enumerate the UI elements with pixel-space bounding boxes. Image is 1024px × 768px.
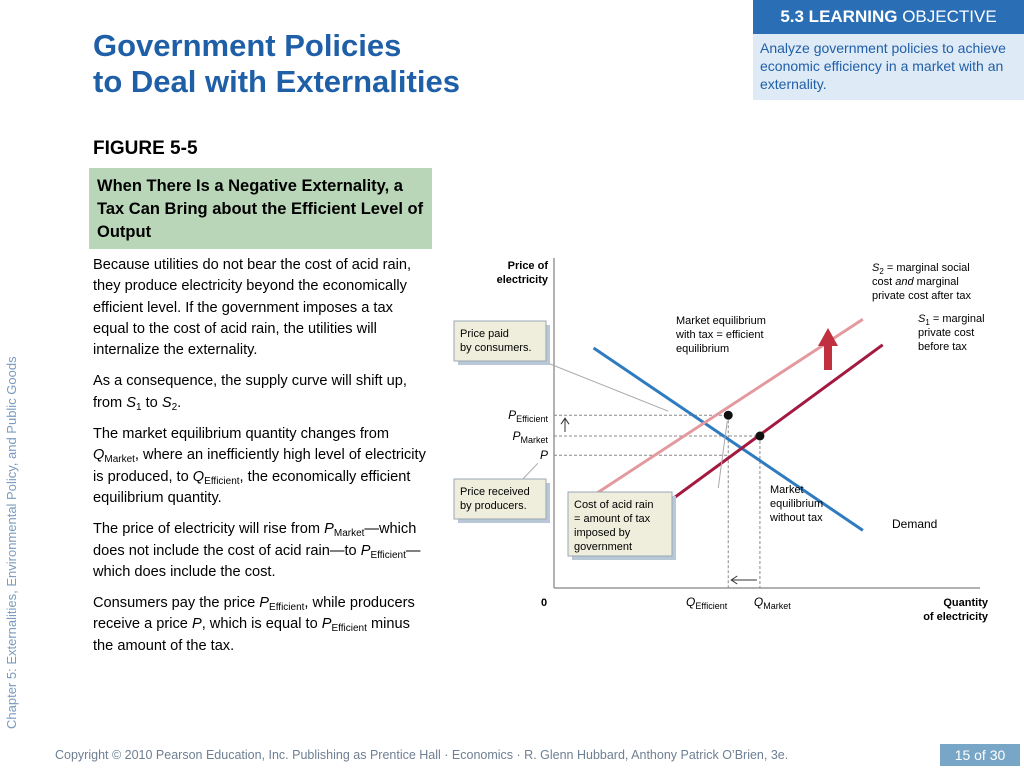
tick-q-efficient-base: Q (686, 595, 696, 609)
s1-label-part-1: S (918, 313, 926, 325)
figure-caption: When There Is a Negative Externality, a Tax Can Bring about the Efficient Level of Output (89, 168, 432, 249)
p2-a: As a consequence, the supply curve will shift up, from (93, 373, 407, 411)
shift-arrow-body (824, 344, 832, 370)
s1-label-line-3: before tax (918, 341, 967, 353)
tick-q-market-base: Q (753, 595, 764, 609)
y-axis-label-1: Price of (507, 260, 548, 272)
s2-label-line-2 (872, 276, 959, 288)
p3-b: , where an inefficiently high level of electricity is produced, to (93, 447, 426, 485)
chart-svg (440, 250, 1000, 630)
p5-b: , while producers receive a price (93, 595, 415, 633)
eq-with-tax-2: with tax = efficient (676, 329, 764, 341)
p5-a: Consumers pay the price (93, 595, 260, 612)
price-paid-box-line-2: by consumers. (460, 342, 532, 354)
s2-label-line-2-part-1: cost (872, 276, 896, 288)
tick-p-market-sub: Market (520, 435, 548, 445)
p5-c: , which is equal to (201, 616, 322, 633)
price-paid-box (454, 321, 546, 361)
s1-label-line-2: private cost (918, 327, 975, 339)
eq-without-tax-3: without tax (770, 512, 823, 524)
s2-label-part-1: S (872, 262, 880, 274)
figure-label: FIGURE 5-5 (93, 138, 198, 159)
p5-efficient-2: Efficient (331, 623, 367, 635)
tick-p-market-base: P (512, 429, 521, 443)
s2-label-part-3: = marginal social (883, 262, 970, 274)
paragraph-2 (93, 371, 429, 414)
body-text (93, 255, 429, 667)
x-axis-label-1: Quantity (943, 597, 988, 609)
paragraph-3 (93, 424, 429, 509)
origin-label: 0 (540, 597, 548, 609)
chapter-sidebar-label: Chapter 5: Externalities, Environmental Policy, and Public Goods (4, 356, 19, 729)
tick-p (540, 448, 548, 462)
tick-p-market (512, 429, 548, 445)
p4-p: P (324, 521, 334, 538)
demand-label: Demand (892, 517, 938, 531)
cost-acid-rain-box-line-1: Cost of acid rain (574, 499, 654, 511)
lo-badge-rest: OBJECTIVE (897, 7, 997, 26)
paragraph-1: Because utilities do not bear the cost of acid rain, they produce electricity beyond the economically efficient level. If the government imposes a tax equal to the cost of acid rain, the utilities will internalize the externality. (93, 257, 412, 359)
p3-a: The market equilibrium quantity changes from (93, 426, 390, 443)
tick-q-efficient-sub: Efficient (695, 601, 728, 611)
s2-label-line-2-part-2: and (895, 276, 914, 288)
price-received-box-line-1: Price received (460, 486, 530, 498)
p4-c: —which does include the cost. (93, 542, 421, 580)
s1-label-line-1 (918, 313, 985, 327)
p5-efficient: Efficient (269, 602, 305, 614)
market-equilibrium-point (755, 432, 764, 441)
cost-acid-rain-box-line-2: = amount of tax (574, 513, 651, 525)
eq-without-tax-1: Market (770, 484, 804, 496)
p2-s: S (126, 394, 136, 411)
s2-label-line-1 (872, 262, 970, 276)
p4-p-again: P (360, 542, 371, 559)
s2-label-line-2-part-3: marginal (913, 276, 959, 288)
p2-end: . (177, 394, 182, 411)
supply-demand-chart (440, 250, 1000, 630)
learning-objective-badge (753, 0, 1024, 34)
p3-q-again: Q (192, 468, 205, 485)
tick-q-market-sub: Market (763, 601, 791, 611)
p4-b: —which does not include the cost of acid rain—to (93, 521, 417, 559)
p3-q: Q (93, 447, 105, 464)
price-paid-box-line-1: Price paid (460, 328, 509, 340)
s2-label-part-2: 2 (879, 267, 884, 276)
cost-acid-rain-box-line-4: government (574, 541, 633, 553)
y-axis-label-2: electricity (496, 274, 548, 286)
p2-s2: 2 (171, 401, 178, 413)
p4-a: The price of electricity will rise from (93, 521, 325, 538)
p2-to: to (141, 394, 162, 411)
price-received-box-line-2: by producers. (460, 500, 527, 512)
p5-p3: P (321, 616, 332, 633)
tick-p-efficient (508, 408, 548, 424)
efficient-equilibrium-point (724, 411, 733, 420)
price-received-box (454, 479, 546, 519)
title-line-1: Government Policies (93, 28, 402, 63)
tick-p-base: P (539, 448, 548, 463)
p2-s1: 1 (135, 401, 142, 413)
cost-acid-rain-box-line-3: imposed by (574, 527, 631, 539)
p5-p2: P (191, 616, 202, 633)
p4-market: Market (333, 528, 365, 540)
title-line-2: to Deal with Externalities (93, 64, 460, 99)
page-number-badge: 15 of 30 (940, 744, 1020, 766)
tick-p-efficient-base: P (508, 408, 517, 423)
eq-with-tax-3: equilibrium (676, 343, 730, 355)
p5-p: P (259, 595, 270, 612)
p3-efficient: Efficient (204, 475, 240, 487)
acid-rain-connector (718, 421, 727, 488)
s2-label-line-3: private cost after tax (872, 290, 972, 302)
eq-with-tax-1: Market equilibrium (676, 315, 766, 327)
p5-d: minus the amount of the tax. (93, 616, 410, 654)
copyright-footer: Copyright © 2010 Pearson Education, Inc. Publishing as Prentice Hall · Economics · R. Glenn Hubbard, Anthony Patrick O’Brien, 3e. (55, 748, 789, 762)
tick-q-efficient (686, 595, 728, 611)
tick-p-efficient-sub: Efficient (516, 414, 548, 425)
paragraph-5 (93, 593, 429, 657)
learning-objective-text: Analyze government policies to achieve economic efficiency in a market with an externality. (753, 34, 1024, 100)
page-title (93, 28, 460, 100)
p3-c: , the economically efficient equilibrium quantity. (93, 468, 411, 506)
p4-efficient: Efficient (370, 549, 406, 561)
p3-market: Market (104, 454, 135, 466)
x-axis-label-2: of electricity (923, 611, 988, 623)
paragraph-4 (93, 519, 429, 583)
eq-without-tax-2: equilibrium (770, 498, 824, 510)
s1-label-part-2: 1 (925, 318, 930, 327)
s1-label-part-3: = marginal (929, 313, 985, 325)
lo-badge-bold: 5.3 LEARNING (780, 7, 898, 26)
tick-q-market (754, 595, 791, 611)
p2-s-again: S (161, 394, 172, 411)
